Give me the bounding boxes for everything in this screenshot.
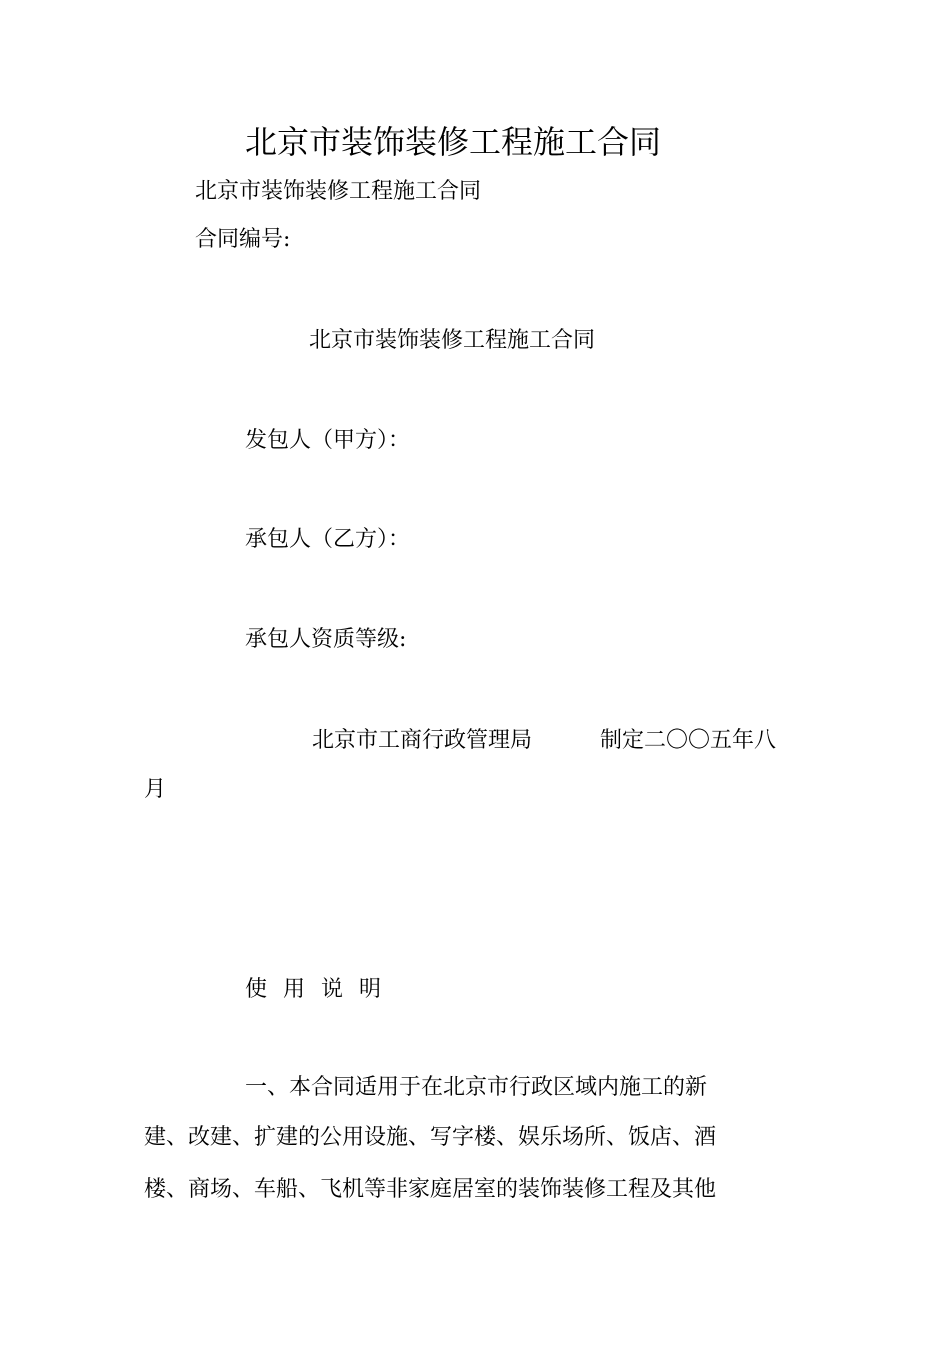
- qualification-label: 承包人资质等级:: [245, 627, 407, 652]
- party-a-label: 发包人（甲方）：: [245, 428, 411, 453]
- issued-date: 制定二〇〇五年八: [600, 728, 777, 753]
- issuer-name: 北京市工商行政管理局: [312, 728, 533, 753]
- main-title: 北京市装饰装修工程施工合同: [245, 123, 662, 161]
- paragraph-line: 楼、商场、车船、飞机等非家庭居室的装饰装修工程及其他: [144, 1177, 717, 1202]
- paragraph-line: 一、本合同适用于在北京市行政区域内施工的新: [245, 1075, 708, 1100]
- cover-title: 北京市装饰装修工程施工合同: [309, 328, 596, 353]
- party-b-label: 承包人（乙方）：: [245, 527, 411, 552]
- issued-date-continuation: 月: [144, 777, 167, 802]
- subtitle: 北京市装饰装修工程施工合同: [195, 179, 482, 204]
- contract-number-label: 合同编号:: [195, 227, 291, 252]
- instructions-heading: 使用说明: [245, 977, 398, 1002]
- paragraph-line: 建、改建、扩建的公用设施、写字楼、娱乐场所、饭店、酒: [144, 1125, 717, 1150]
